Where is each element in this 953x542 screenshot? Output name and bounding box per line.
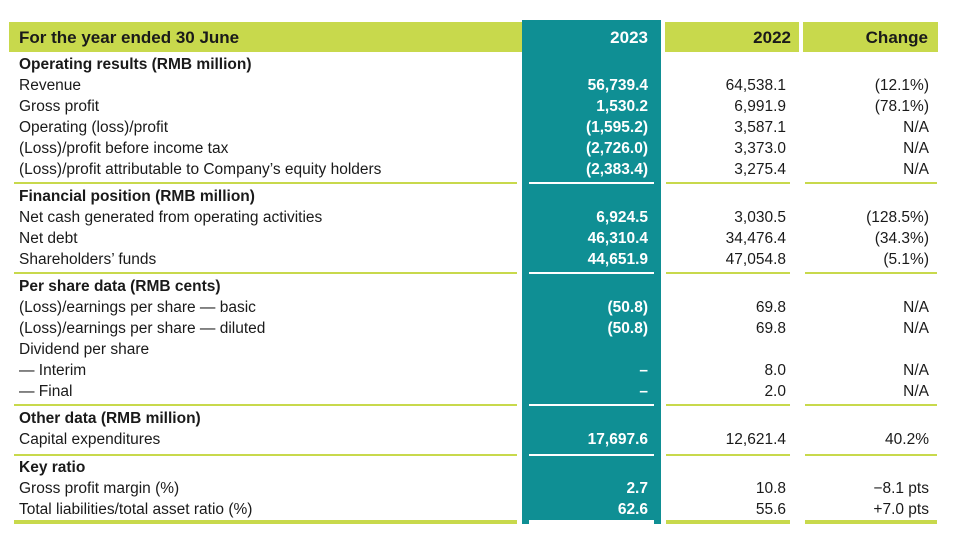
value-change: N/A xyxy=(903,320,929,337)
section-title: Key ratio xyxy=(19,459,86,476)
row-label: Operating (loss)/profit xyxy=(19,119,169,136)
row-label: Dividend per share xyxy=(19,341,150,358)
section-title: Per share data (RMB cents) xyxy=(19,278,221,295)
table-row xyxy=(0,429,953,450)
row-label: Total liabilities/total asset ratio (%) xyxy=(19,501,253,518)
value-2022: 8.0 xyxy=(764,362,786,379)
value-change: N/A xyxy=(903,383,929,400)
value-2023: (50.8) xyxy=(607,320,648,337)
value-2022: 3,587.1 xyxy=(734,119,786,136)
section-divider-left xyxy=(14,454,517,456)
section-divider-change xyxy=(805,454,937,456)
value-2023: – xyxy=(639,362,648,379)
value-2023: 62.6 xyxy=(617,501,648,518)
table-row xyxy=(0,96,953,117)
value-2022 xyxy=(661,339,786,360)
value-2022: 34,476.4 xyxy=(725,230,786,247)
value-2022: 55.6 xyxy=(755,501,786,518)
row-label: Gross profit margin (%) xyxy=(19,480,180,497)
section-title: Other data (RMB million) xyxy=(19,410,201,427)
section-divider-left xyxy=(14,272,517,274)
table-row xyxy=(0,297,953,318)
section-divider-2022 xyxy=(666,404,790,406)
section-divider-2023 xyxy=(529,454,654,456)
section-divider-2022 xyxy=(666,272,790,274)
value-2022: 69.8 xyxy=(755,320,786,337)
value-change: N/A xyxy=(903,119,929,136)
value-2022: 10.8 xyxy=(755,480,786,497)
value-2023: 56,739.4 xyxy=(587,77,648,94)
row-label: Net debt xyxy=(19,230,78,247)
section-divider-2022 xyxy=(666,454,790,456)
section-title: Operating results (RMB million) xyxy=(19,56,252,73)
row-label: Revenue xyxy=(19,77,82,94)
bottom-line-left xyxy=(14,520,517,524)
table-row xyxy=(0,499,953,520)
value-change: N/A xyxy=(903,161,929,178)
table-row xyxy=(0,159,953,180)
value-2023 xyxy=(522,339,648,360)
value-2023: 2.7 xyxy=(626,480,648,497)
row-label: (Loss)/profit attributable to Company’s equity holders xyxy=(19,161,382,178)
value-change: N/A xyxy=(903,362,929,379)
value-change: (5.1%) xyxy=(883,251,929,268)
value-2023: – xyxy=(639,383,648,400)
table-row xyxy=(0,249,953,270)
row-label: (Loss)/earnings per share — diluted xyxy=(19,320,266,337)
value-2023: 44,651.9 xyxy=(587,251,648,268)
section-divider-left xyxy=(14,404,517,406)
table-row xyxy=(0,138,953,159)
value-change: −8.1 pts xyxy=(873,480,929,497)
section-divider-change xyxy=(805,404,937,406)
row-label: Shareholders’ funds xyxy=(19,251,157,268)
table-row xyxy=(0,339,953,360)
row-label: — Final xyxy=(19,383,73,400)
section-title-row xyxy=(0,457,953,478)
section-divider-2023 xyxy=(529,404,654,406)
section-title-row xyxy=(0,186,953,207)
section-title-row xyxy=(0,54,953,75)
value-2023: 1,530.2 xyxy=(596,98,648,115)
value-change: N/A xyxy=(903,299,929,316)
value-change: +7.0 pts xyxy=(873,501,929,518)
value-2023: (50.8) xyxy=(607,299,648,316)
table-row xyxy=(0,75,953,96)
value-change: 40.2% xyxy=(885,431,929,448)
value-2022: 3,030.5 xyxy=(734,209,786,226)
value-2023: 17,697.6 xyxy=(587,431,648,448)
value-change: N/A xyxy=(903,140,929,157)
table-row xyxy=(0,207,953,228)
value-change: (78.1%) xyxy=(874,98,929,115)
value-2022: 3,275.4 xyxy=(734,161,786,178)
section-divider-2023 xyxy=(529,182,654,184)
section-divider-left xyxy=(14,182,517,184)
value-2022: 3,373.0 xyxy=(734,140,786,157)
value-change: (12.1%) xyxy=(874,77,929,94)
value-2023: 46,310.4 xyxy=(587,230,648,247)
table-row xyxy=(0,360,953,381)
value-change: (34.3%) xyxy=(874,230,929,247)
table-row xyxy=(0,381,953,402)
row-label: Capital expenditures xyxy=(19,431,161,448)
value-2023: (1,595.2) xyxy=(585,119,648,136)
value-2022: 47,054.8 xyxy=(725,251,786,268)
bottom-line-change xyxy=(805,520,937,524)
table-header xyxy=(9,22,938,52)
section-title-row xyxy=(0,276,953,297)
value-2022: 2.0 xyxy=(764,383,786,400)
table-row xyxy=(0,318,953,339)
value-2022: 6,991.9 xyxy=(734,98,786,115)
value-change: (128.5%) xyxy=(866,209,929,226)
value-2023: (2,726.0) xyxy=(585,140,648,157)
change-header: Change xyxy=(803,22,938,52)
row-label: Gross profit xyxy=(19,98,100,115)
value-2022: 64,538.1 xyxy=(725,77,786,94)
value-2022: 12,621.4 xyxy=(725,431,786,448)
section-divider-change xyxy=(805,182,937,184)
row-label: Net cash generated from operating activities xyxy=(19,209,323,226)
table-row xyxy=(0,117,953,138)
period-header: For the year ended 30 June xyxy=(9,22,522,52)
bottom-line-2022 xyxy=(666,520,790,524)
value-change xyxy=(800,339,929,360)
section-divider-change xyxy=(805,272,937,274)
section-title-row xyxy=(0,408,953,429)
row-label: (Loss)/earnings per share — basic xyxy=(19,299,256,316)
value-2023: 6,924.5 xyxy=(596,209,648,226)
table-row xyxy=(0,228,953,249)
year-2022-header: 2022 xyxy=(665,22,799,52)
value-2022: 69.8 xyxy=(755,299,786,316)
year-2023-header: 2023 xyxy=(610,28,648,47)
bottom-line-2023 xyxy=(529,520,654,524)
row-label: — Interim xyxy=(19,362,87,379)
table-row xyxy=(0,478,953,499)
value-2023: (2,383.4) xyxy=(585,161,648,178)
section-divider-2023 xyxy=(529,272,654,274)
section-title: Financial position (RMB million) xyxy=(19,188,255,205)
section-divider-2022 xyxy=(666,182,790,184)
row-label: (Loss)/profit before income tax xyxy=(19,140,229,157)
